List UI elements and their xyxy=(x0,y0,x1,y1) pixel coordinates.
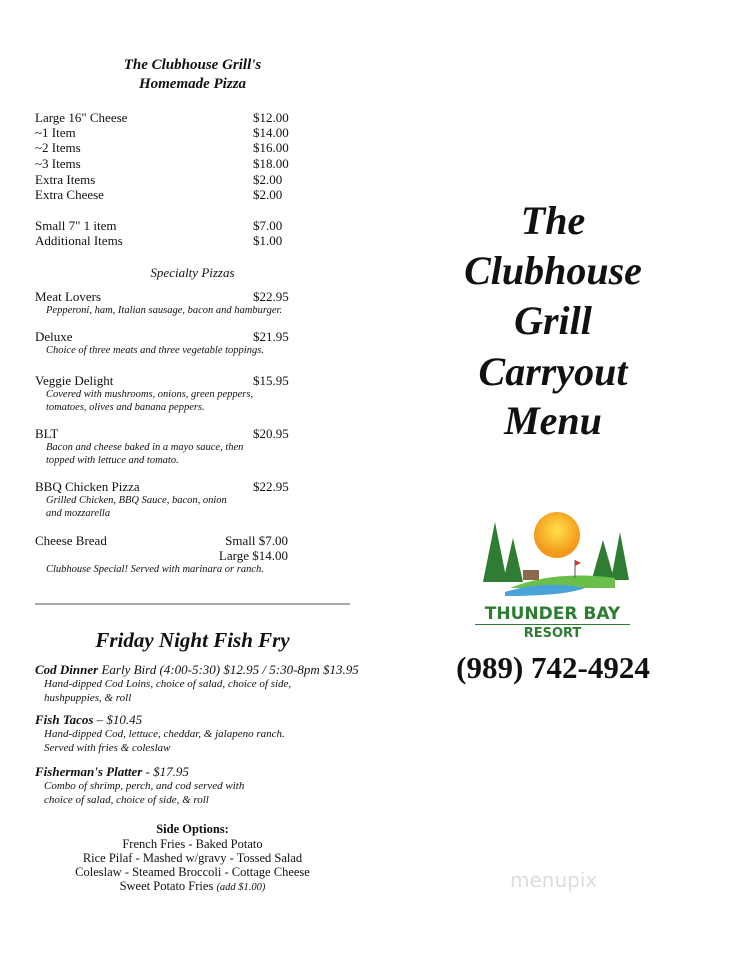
cheese-bread-small: Small $7.00 xyxy=(225,533,288,548)
divider xyxy=(35,603,350,605)
specialty-price: $22.95 xyxy=(253,479,289,494)
sides-title: Side Options: xyxy=(156,822,229,836)
specialty-desc: topped with lettuce and tomato. xyxy=(46,455,179,466)
pizza-item-name: Small 7" 1 item xyxy=(35,218,117,233)
fish-name: Fisherman's Platter xyxy=(35,764,143,779)
specialty-price: $20.95 xyxy=(253,426,289,441)
fish-desc: choice of salad, choice of side, & roll xyxy=(44,794,209,806)
pizza-title-2: Homemade Pizza xyxy=(138,76,247,92)
pizza-item-price: $16.00 xyxy=(253,140,289,155)
cheese-bread-name: Cheese Bread xyxy=(35,533,107,548)
specialty-desc: Covered with mushrooms, onions, green peppers, xyxy=(46,389,254,400)
pizza-item-name: Extra Cheese xyxy=(35,187,104,202)
thunder-bay-logo xyxy=(465,510,640,641)
specialty-desc: and mozzarella xyxy=(46,508,111,519)
pizza-item-name: Additional Items xyxy=(35,233,123,248)
pizza-item-price: $2.00 xyxy=(253,187,283,202)
fish-price: - $17.95 xyxy=(142,764,189,779)
specialty-desc: tomatoes, olives and banana peppers. xyxy=(46,402,205,413)
cover-title-line: Menu xyxy=(504,398,602,443)
logo-scene-icon xyxy=(465,510,640,600)
fish-price: – $10.45 xyxy=(93,712,143,727)
fish-item xyxy=(35,662,359,678)
pizza-item-name: ~2 Items xyxy=(35,140,81,155)
specialty-name: BBQ Chicken Pizza xyxy=(35,479,140,494)
side-line: Coleslaw - Steamed Broccoli - Cottage Cheese xyxy=(75,865,310,879)
specialty-price: $15.95 xyxy=(253,373,289,388)
cheese-bread-large: Large $14.00 xyxy=(218,548,288,563)
pizza-item-price: $2.00 xyxy=(253,172,283,187)
fish-desc: Combo of shrimp, perch, and cod served with xyxy=(44,780,245,792)
fish-desc: Served with fries & coleslaw xyxy=(44,742,171,754)
pizza-item-name: ~1 Item xyxy=(35,125,76,140)
specialty-desc: Choice of three meats and three vegetable toppings. xyxy=(46,345,264,356)
fish-price: Early Bird (4:00-5:30) $12.95 / 5:30-8pm $13.95 xyxy=(98,662,359,677)
pizza-item-name: Extra Items xyxy=(35,172,96,187)
cheese-bread-desc: Clubhouse Special! Served with marinara or ranch. xyxy=(46,564,264,575)
pizza-item-price: $12.00 xyxy=(253,110,289,125)
pizza-item-name: ~3 Items xyxy=(35,156,81,171)
watermark: menupix xyxy=(510,868,598,892)
side-line: French Fries - Baked Potato xyxy=(122,837,263,851)
phone-number: (989) 742-4924 xyxy=(456,650,650,685)
cover-title-line: Grill xyxy=(514,298,592,343)
specialty-price: $22.95 xyxy=(253,289,289,304)
fish-name: Fish Tacos xyxy=(35,712,94,727)
cover-title-line: Carryout xyxy=(478,349,628,394)
pizza-item-price: $14.00 xyxy=(253,125,289,140)
side-line: Rice Pilaf - Mashed w/gravy - Tossed Salad xyxy=(82,851,303,865)
pizza-item-price: $7.00 xyxy=(253,218,283,233)
cover-title-line: The xyxy=(520,198,586,243)
fish-fry-title: Friday Night Fish Fry xyxy=(95,628,290,652)
specialty-name: BLT xyxy=(35,426,59,441)
pizza-item-price: $1.00 xyxy=(253,233,283,248)
fish-desc: Hand-dipped Cod Loins, choice of salad, choice of side, xyxy=(44,678,292,690)
specialty-desc: Pepperoni, ham, Italian sausage, bacon and hamburger. xyxy=(46,305,283,316)
pizza-item-name: Large 16" Cheese xyxy=(35,110,128,125)
specialty-name: Deluxe xyxy=(35,329,73,344)
specialty-title: Specialty Pizzas xyxy=(150,265,235,280)
logo-line-1: THUNDER BAY xyxy=(484,604,621,624)
pizza-title-1: The Clubhouse Grill's xyxy=(123,57,262,73)
specialty-price: $21.95 xyxy=(253,329,289,344)
specialty-desc: Grilled Chicken, BBQ Sauce, bacon, onion xyxy=(46,495,227,506)
fish-item xyxy=(35,712,142,728)
cover-title-line: Clubhouse xyxy=(464,248,642,293)
logo-line-2: RESORT xyxy=(523,626,582,641)
fish-item xyxy=(35,764,189,780)
specialty-name: Veggie Delight xyxy=(35,373,114,388)
fish-desc: Hand-dipped Cod, lettuce, cheddar, & jalapeno ranch. xyxy=(44,728,285,740)
specialty-desc: Bacon and cheese baked in a mayo sauce, then xyxy=(46,442,244,453)
fish-name: Cod Dinner xyxy=(35,662,99,677)
pizza-item-price: $18.00 xyxy=(253,156,289,171)
side-line: Sweet Potato Fries (add $1.00) xyxy=(119,879,266,893)
fish-desc: hushpuppies, & roll xyxy=(44,692,132,704)
specialty-name: Meat Lovers xyxy=(35,289,102,304)
sides-note: (add $1.00) xyxy=(216,882,266,893)
